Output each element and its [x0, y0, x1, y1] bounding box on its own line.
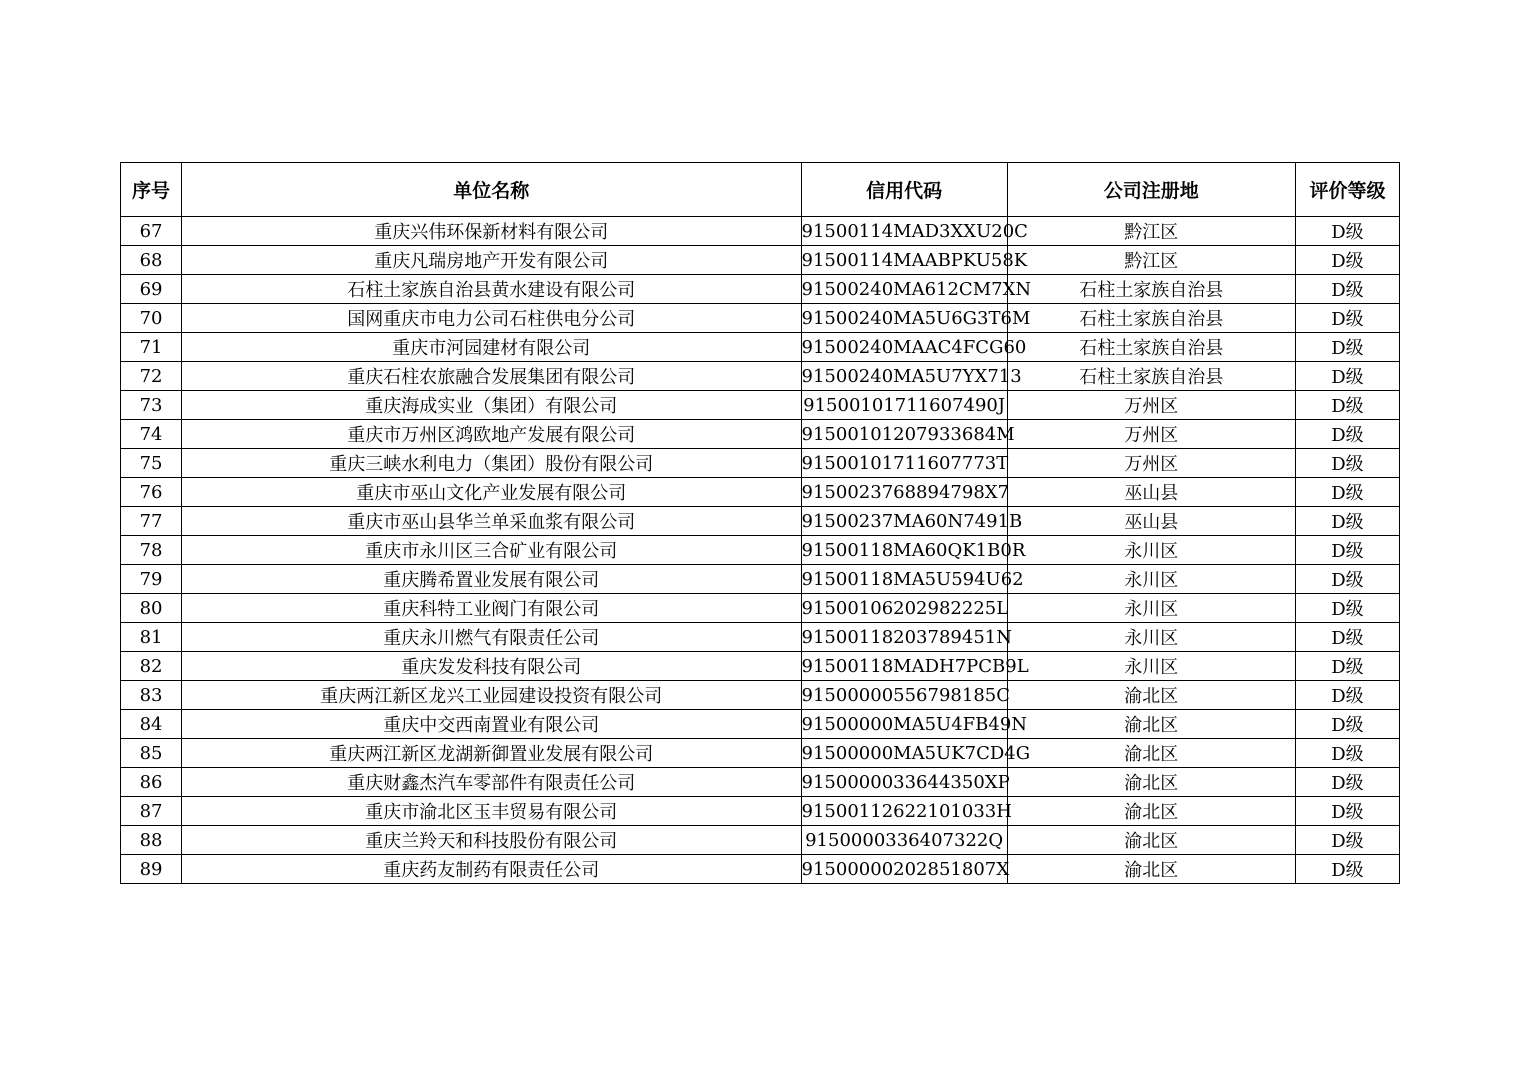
- cell-serial-number: 83: [121, 681, 182, 710]
- cell-registered-region: 黔江区: [1007, 217, 1295, 246]
- cell-credit-code: 91500114MAD3XXU20C: [801, 217, 1007, 246]
- cell-credit-code: 91500118MA5U594U62: [801, 565, 1007, 594]
- header-registered-region: 公司注册地: [1007, 163, 1295, 217]
- cell-rating-grade: D级: [1295, 594, 1399, 623]
- table-row: [121, 681, 1400, 710]
- table-row: [121, 217, 1400, 246]
- table-row: [121, 275, 1400, 304]
- cell-rating-grade: D级: [1295, 507, 1399, 536]
- cell-company-name: 重庆药友制药有限责任公司: [182, 855, 801, 884]
- cell-rating-grade: D级: [1295, 739, 1399, 768]
- cell-credit-code: 91500118MADH7PCB9L: [801, 652, 1007, 681]
- cell-credit-code: 91500240MA5U6G3T6M: [801, 304, 1007, 333]
- cell-registered-region: 巫山县: [1007, 507, 1295, 536]
- cell-company-name: 重庆市永川区三合矿业有限公司: [182, 536, 801, 565]
- cell-rating-grade: D级: [1295, 217, 1399, 246]
- cell-serial-number: 73: [121, 391, 182, 420]
- cell-credit-code: 91500101711607773T: [801, 449, 1007, 478]
- cell-serial-number: 72: [121, 362, 182, 391]
- cell-credit-code: 91500240MA5U7YX713: [801, 362, 1007, 391]
- cell-serial-number: 69: [121, 275, 182, 304]
- table-row: [121, 652, 1400, 681]
- cell-rating-grade: D级: [1295, 304, 1399, 333]
- cell-credit-code: 9150000336407322Q: [801, 826, 1007, 855]
- cell-rating-grade: D级: [1295, 246, 1399, 275]
- cell-serial-number: 79: [121, 565, 182, 594]
- cell-serial-number: 74: [121, 420, 182, 449]
- cell-rating-grade: D级: [1295, 391, 1399, 420]
- cell-rating-grade: D级: [1295, 362, 1399, 391]
- cell-credit-code: 91500118203789451N: [801, 623, 1007, 652]
- cell-rating-grade: D级: [1295, 420, 1399, 449]
- cell-registered-region: 永川区: [1007, 652, 1295, 681]
- cell-company-name: 重庆凡瑞房地产开发有限公司: [182, 246, 801, 275]
- cell-credit-code: 91500000MA5UK7CD4G: [801, 739, 1007, 768]
- cell-registered-region: 渝北区: [1007, 826, 1295, 855]
- header-serial-number: 序号: [121, 163, 182, 217]
- cell-company-name: 重庆市巫山县华兰单采血浆有限公司: [182, 507, 801, 536]
- cell-registered-region: 永川区: [1007, 623, 1295, 652]
- table-row: [121, 449, 1400, 478]
- cell-credit-code: 91500000556798185C: [801, 681, 1007, 710]
- cell-rating-grade: D级: [1295, 652, 1399, 681]
- cell-serial-number: 86: [121, 768, 182, 797]
- cell-serial-number: 78: [121, 536, 182, 565]
- cell-rating-grade: D级: [1295, 623, 1399, 652]
- table-row: [121, 304, 1400, 333]
- cell-serial-number: 71: [121, 333, 182, 362]
- table-row: [121, 768, 1400, 797]
- cell-credit-code: 9150000033644350XP: [801, 768, 1007, 797]
- cell-serial-number: 81: [121, 623, 182, 652]
- cell-serial-number: 76: [121, 478, 182, 507]
- cell-company-name: 重庆市河园建材有限公司: [182, 333, 801, 362]
- table-row: [121, 478, 1400, 507]
- table-row: [121, 246, 1400, 275]
- cell-serial-number: 88: [121, 826, 182, 855]
- cell-registered-region: 巫山县: [1007, 478, 1295, 507]
- table-row: [121, 710, 1400, 739]
- cell-registered-region: 石柱土家族自治县: [1007, 275, 1295, 304]
- cell-rating-grade: D级: [1295, 449, 1399, 478]
- cell-company-name: 重庆兴伟环保新材料有限公司: [182, 217, 801, 246]
- cell-rating-grade: D级: [1295, 478, 1399, 507]
- table-row: [121, 623, 1400, 652]
- cell-credit-code: 9150023768894798X7: [801, 478, 1007, 507]
- cell-registered-region: 万州区: [1007, 391, 1295, 420]
- table-row: [121, 797, 1400, 826]
- cell-company-name: 重庆发发科技有限公司: [182, 652, 801, 681]
- cell-credit-code: 91500114MAABPKU58K: [801, 246, 1007, 275]
- table-row: [121, 507, 1400, 536]
- cell-company-name: 重庆中交西南置业有限公司: [182, 710, 801, 739]
- table-row: [121, 739, 1400, 768]
- cell-registered-region: 渝北区: [1007, 768, 1295, 797]
- cell-rating-grade: D级: [1295, 826, 1399, 855]
- cell-credit-code: 91500101711607490J: [801, 391, 1007, 420]
- table-row: [121, 855, 1400, 884]
- table-header-row: [121, 163, 1400, 217]
- cell-credit-code: 91500240MAAC4FCG60: [801, 333, 1007, 362]
- cell-company-name: 重庆两江新区龙湖新御置业发展有限公司: [182, 739, 801, 768]
- cell-credit-code: 91500240MA612CM7XN: [801, 275, 1007, 304]
- cell-rating-grade: D级: [1295, 797, 1399, 826]
- cell-registered-region: 渝北区: [1007, 855, 1295, 884]
- cell-registered-region: 渝北区: [1007, 739, 1295, 768]
- cell-company-name: 重庆石柱农旅融合发展集团有限公司: [182, 362, 801, 391]
- cell-credit-code: 91500237MA60N7491B: [801, 507, 1007, 536]
- cell-rating-grade: D级: [1295, 710, 1399, 739]
- table-row: [121, 420, 1400, 449]
- cell-company-name: 重庆财鑫杰汽车零部件有限责任公司: [182, 768, 801, 797]
- cell-company-name: 重庆市巫山文化产业发展有限公司: [182, 478, 801, 507]
- cell-rating-grade: D级: [1295, 333, 1399, 362]
- cell-company-name: 石柱土家族自治县黄水建设有限公司: [182, 275, 801, 304]
- table-row: [121, 391, 1400, 420]
- cell-credit-code: 91500000MA5U4FB49N: [801, 710, 1007, 739]
- cell-serial-number: 68: [121, 246, 182, 275]
- cell-rating-grade: D级: [1295, 536, 1399, 565]
- credit-rating-table: [120, 162, 1400, 884]
- table-row: [121, 362, 1400, 391]
- cell-registered-region: 永川区: [1007, 594, 1295, 623]
- cell-company-name: 重庆三峡水利电力（集团）股份有限公司: [182, 449, 801, 478]
- header-credit-code: 信用代码: [801, 163, 1007, 217]
- table-row: [121, 565, 1400, 594]
- cell-credit-code: 91500101207933684M: [801, 420, 1007, 449]
- cell-rating-grade: D级: [1295, 768, 1399, 797]
- header-company-name: 单位名称: [182, 163, 801, 217]
- cell-serial-number: 70: [121, 304, 182, 333]
- table-row: [121, 826, 1400, 855]
- cell-company-name: 重庆兰羚天和科技股份有限公司: [182, 826, 801, 855]
- header-rating-grade: 评价等级: [1295, 163, 1399, 217]
- cell-rating-grade: D级: [1295, 681, 1399, 710]
- cell-registered-region: 渝北区: [1007, 797, 1295, 826]
- cell-registered-region: 万州区: [1007, 449, 1295, 478]
- cell-company-name: 重庆科特工业阀门有限公司: [182, 594, 801, 623]
- cell-serial-number: 77: [121, 507, 182, 536]
- cell-credit-code: 91500106202982225L: [801, 594, 1007, 623]
- cell-rating-grade: D级: [1295, 565, 1399, 594]
- table-row: [121, 536, 1400, 565]
- table-row: [121, 333, 1400, 362]
- cell-credit-code: 91500000202851807X: [801, 855, 1007, 884]
- table-row: [121, 594, 1400, 623]
- table-body: [121, 217, 1400, 884]
- cell-rating-grade: D级: [1295, 855, 1399, 884]
- cell-serial-number: 87: [121, 797, 182, 826]
- cell-credit-code: 91500112622101033H: [801, 797, 1007, 826]
- cell-serial-number: 84: [121, 710, 182, 739]
- cell-serial-number: 82: [121, 652, 182, 681]
- cell-company-name: 重庆永川燃气有限责任公司: [182, 623, 801, 652]
- cell-company-name: 重庆市渝北区玉丰贸易有限公司: [182, 797, 801, 826]
- cell-serial-number: 80: [121, 594, 182, 623]
- cell-company-name: 重庆两江新区龙兴工业园建设投资有限公司: [182, 681, 801, 710]
- cell-serial-number: 67: [121, 217, 182, 246]
- cell-registered-region: 渝北区: [1007, 681, 1295, 710]
- cell-rating-grade: D级: [1295, 275, 1399, 304]
- cell-company-name: 国网重庆市电力公司石柱供电分公司: [182, 304, 801, 333]
- cell-company-name: 重庆市万州区鸿欧地产发展有限公司: [182, 420, 801, 449]
- cell-serial-number: 89: [121, 855, 182, 884]
- cell-registered-region: 渝北区: [1007, 710, 1295, 739]
- cell-registered-region: 永川区: [1007, 536, 1295, 565]
- cell-company-name: 重庆海成实业（集团）有限公司: [182, 391, 801, 420]
- cell-registered-region: 石柱土家族自治县: [1007, 304, 1295, 333]
- cell-registered-region: 万州区: [1007, 420, 1295, 449]
- cell-serial-number: 85: [121, 739, 182, 768]
- cell-registered-region: 黔江区: [1007, 246, 1295, 275]
- cell-serial-number: 75: [121, 449, 182, 478]
- cell-registered-region: 石柱土家族自治县: [1007, 362, 1295, 391]
- cell-credit-code: 91500118MA60QK1B0R: [801, 536, 1007, 565]
- cell-company-name: 重庆腾希置业发展有限公司: [182, 565, 801, 594]
- cell-registered-region: 永川区: [1007, 565, 1295, 594]
- cell-registered-region: 石柱土家族自治县: [1007, 333, 1295, 362]
